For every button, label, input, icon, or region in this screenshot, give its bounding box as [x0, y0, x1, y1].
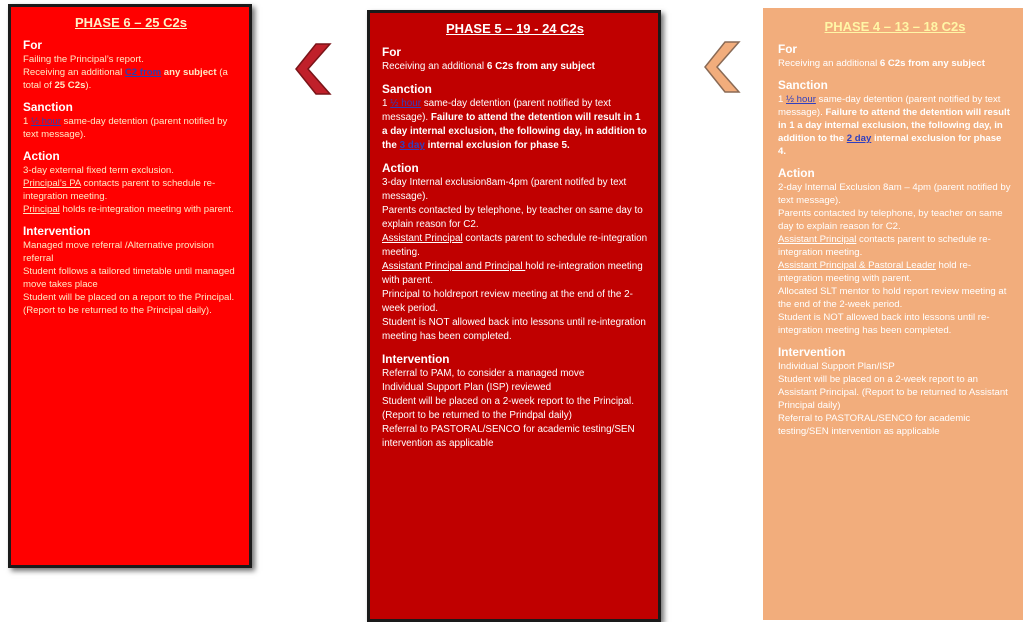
phase4-action-5: Allocated SLT mentor to hold report review meeting at the end of the 2-week period.	[778, 286, 1007, 310]
text-run: Assistant Principal	[382, 233, 463, 244]
text-run: 1	[23, 116, 32, 127]
phase5-for-text	[382, 60, 648, 74]
phase5-intervention-2: Individual Support Plan (ISP) reviewed	[382, 382, 552, 393]
phase6-intervention-2: Student follows a tailored timetable until managed move takes place	[23, 266, 235, 290]
text-run: 25 C2s	[54, 80, 86, 91]
phase4-intervention-heading: Intervention	[778, 345, 846, 359]
phase4-for-section	[778, 42, 1012, 70]
text-run: (a total of	[23, 67, 228, 91]
text-run: any subject	[161, 67, 217, 78]
phase6-action-heading: Action	[23, 149, 60, 163]
text-run: contacts parent to schedule re-integration meeting.	[778, 234, 991, 258]
chevron-left-icon	[294, 42, 334, 96]
phase4-title: PHASE 4 – 13 – 18 C2s	[824, 19, 966, 34]
text-run: Failure to attend the detention will result in 1 a day internal exclusion, the following day, in addition to the	[778, 107, 1010, 144]
phase4-sanction-text	[778, 93, 1012, 158]
phase4-action-2: Parents contacted by telephone, by teacher on same day to explain reason for C2.	[778, 208, 1003, 232]
phase6-for-line1: Failing the Principal’s report.	[23, 54, 144, 65]
phase6-sanction-text	[23, 115, 239, 141]
text-run: Assistant Principal and Principal	[382, 261, 526, 272]
phase4-action-section	[778, 166, 1012, 337]
text-run: Assistant Principal & Pastoral Leader	[778, 260, 936, 271]
phase5-intervention-1: Referral to PAM, to consider a managed move	[382, 368, 585, 379]
phase6-intervention-section	[23, 224, 239, 317]
phase4-intervention-2: Student will be placed on a 2-week report to an Assistant Principal. (Report to be returned to Assistant Principal daily)	[778, 374, 1008, 411]
phase5-action-section	[382, 161, 648, 344]
phase5-intervention-4: Referral to PASTORAL/SENCO for academic testing/SEN intervention as applicable	[382, 424, 635, 449]
phase4-action-heading: Action	[778, 166, 815, 180]
text-run: Failure to attend the detention will result in 1 a day internal exclusion, the following day, in addition to the	[382, 112, 647, 151]
phase4-action-1: 2-day Internal Exclusion 8am – 4pm (parent notified by text message).	[778, 182, 1011, 206]
text-run: ½ hour	[390, 98, 421, 109]
phase6-for-section	[23, 38, 239, 92]
phase4-for-text	[778, 57, 1012, 70]
text-run: 1	[382, 98, 391, 109]
text-run: ).	[85, 80, 92, 91]
phase5-for-section	[382, 45, 648, 74]
phase5-sanction-section	[382, 82, 648, 153]
phase5-action-heading: Action	[382, 161, 419, 175]
text-run: Principal	[23, 204, 60, 215]
text-run: Principal’s PA	[23, 178, 81, 189]
phase5-sanction-heading: Sanction	[382, 82, 432, 96]
phase6-action-section	[23, 149, 239, 216]
phase4-action-4	[778, 259, 1012, 285]
phase6-intervention-3: Student will be placed on a report to the Principal. (Report to be returned to the Principal daily).	[23, 292, 235, 316]
text-run: contacts parent to schedule re-integration meeting.	[382, 233, 648, 258]
phase5-intervention-section	[382, 352, 648, 451]
phase6-action-3	[23, 203, 239, 216]
phase4-card	[763, 8, 1023, 620]
phase6-for-heading: For	[23, 38, 43, 52]
text-run: ½ hour	[786, 94, 816, 105]
phase6-intervention-1: Managed move referral /Alternative provision referral	[23, 240, 214, 264]
phase6-intervention-heading: Intervention	[23, 224, 91, 238]
text-run: internal exclusion for phase 4.	[778, 133, 1002, 157]
phase6-for-line2	[23, 66, 239, 92]
phase5-for-heading: For	[382, 45, 402, 59]
text-run: same-day detention (parent notified by text message).	[778, 94, 1001, 118]
phase6-action-2	[23, 177, 239, 203]
phase4-sanction-heading: Sanction	[778, 78, 828, 92]
phase6-sanction-section	[23, 100, 239, 141]
phase5-sanction-text	[382, 97, 648, 153]
phase4-intervention-section	[778, 345, 1012, 438]
phase5-action-5: Principal to holdreport review meeting at the end of the 2-week period.	[382, 289, 633, 314]
text-run: contacts parent to schedule re-integration meeting.	[23, 178, 216, 202]
text-run: same-day detention (parent notified by text message).	[382, 98, 611, 123]
text-run: internal exclusion for phase 5.	[424, 140, 570, 151]
text-run: C2 from	[124, 67, 162, 78]
phase4-action-3	[778, 233, 1012, 259]
text-run: hold re-integration meeting with parent.	[778, 260, 972, 284]
chevron-left-icon	[703, 40, 743, 94]
text-run: Receiving an additional	[23, 67, 125, 78]
phase4-sanction-section	[778, 78, 1012, 158]
phase5-action-2: Parents contacted by telephone, by teacher on same day to explain reason for C2.	[382, 205, 643, 230]
text-run: Assistant Principal	[778, 234, 857, 245]
text-run: hold re-integration meeting with parent.	[382, 261, 643, 286]
text-run: ½ hour	[31, 116, 61, 127]
text-run: 6 C2s from any subject	[879, 58, 985, 69]
phase6-title: PHASE 6 – 25 C2s	[74, 15, 187, 30]
text-run: Receiving an additional	[778, 58, 880, 69]
text-run: holds re-integration meeting with parent.	[59, 204, 234, 215]
phase5-intervention-3: Student will be placed on a 2-week report to the Principal. (Report to be returned to the Prindpal daily)	[382, 396, 634, 421]
text-run: 6 C2s from any subject	[486, 61, 595, 72]
phase5-card	[367, 10, 661, 622]
phase4-intervention-1: Individual Support Plan/ISP	[778, 361, 895, 372]
phase6-card	[8, 4, 252, 568]
phase5-action-6: Student is NOT allowed back into lessons until re-integration meeting has been completed.	[382, 317, 646, 342]
phase5-action-1: 3-day Internal exclusion8am-4pm (parent notifed by text message).	[382, 177, 627, 202]
phase6-action-1: 3-day external fixed term exclusion.	[23, 165, 174, 176]
phase4-for-heading: For	[778, 42, 798, 56]
phase5-title: PHASE 5 – 19 - 24 C2s	[445, 21, 585, 36]
phase4-action-6: Student is NOT allowed back into lessons until re-integration meeting has been completed.	[778, 312, 990, 336]
phase5-action-4	[382, 260, 648, 288]
phase6-sanction-heading: Sanction	[23, 100, 73, 114]
text-run: Receiving an additional	[382, 61, 487, 72]
text-run: 2 day	[846, 133, 872, 144]
phase5-intervention-heading: Intervention	[382, 352, 450, 366]
text-run: same-day detention (parent notified by text message).	[23, 116, 228, 140]
text-run: 3 day	[399, 140, 425, 151]
text-run: 1	[778, 94, 787, 105]
phase4-intervention-3: Referral to PASTORAL/SENCO for academic testing/SEN intervention as applicable	[778, 413, 971, 437]
phase5-action-3	[382, 232, 648, 260]
